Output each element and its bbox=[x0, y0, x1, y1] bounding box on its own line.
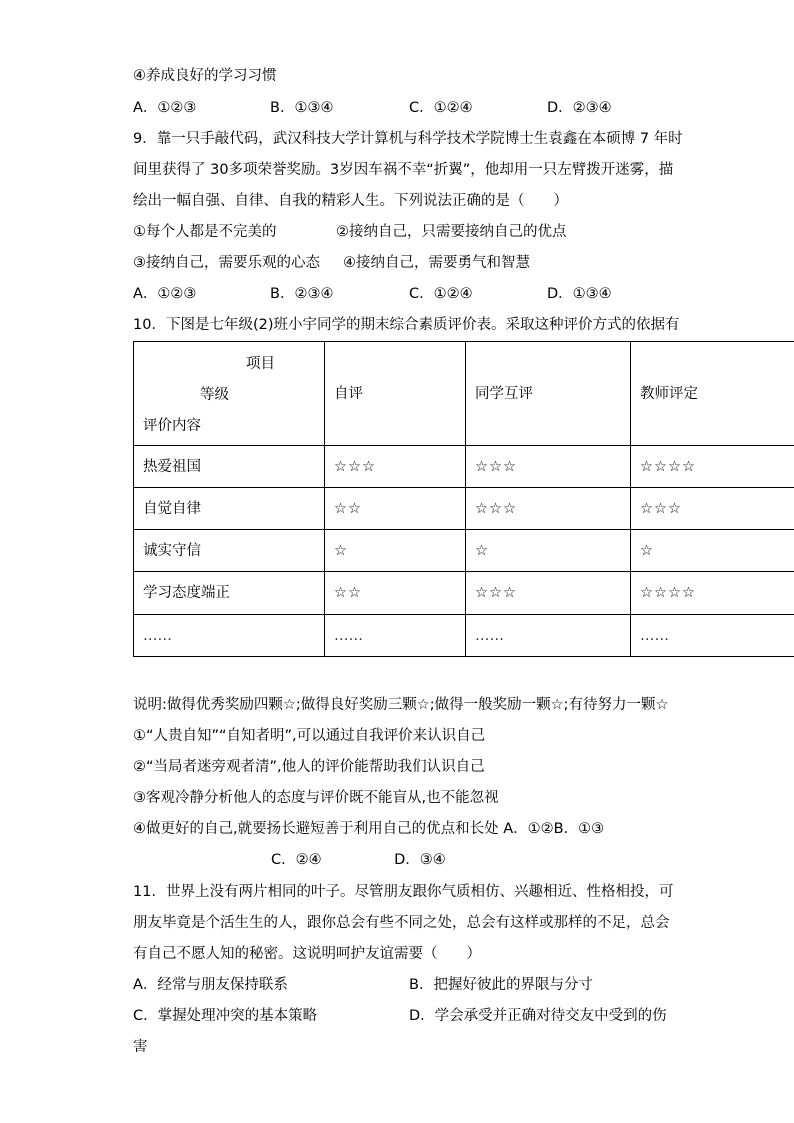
table-row bbox=[134, 572, 794, 615]
q10-stem-line-1: 10．下图是七年级(2)班小宇同学的期末综合素质评价表。采取这种评价方式的依据有 bbox=[133, 317, 680, 333]
row-label: 自觉自律 bbox=[134, 488, 325, 530]
row-teacher-stars: ☆☆☆☆ bbox=[631, 446, 794, 488]
q8-option-d[interactable]: D．②③④ bbox=[547, 100, 612, 116]
q10-note: 说明:做得优秀奖励四颗☆;做得良好奖励三颗☆;做得一般奖励一颗☆;有待努力一颗☆ bbox=[133, 697, 669, 713]
q8-option-b[interactable]: B．①③④ bbox=[270, 100, 334, 116]
header-self-eval: 自评 bbox=[325, 342, 466, 446]
q9-option-d[interactable]: D．①③④ bbox=[547, 286, 612, 302]
q10-statement-4-options-ab[interactable]: ④做更好的自己,就要扬长避短善于利用自己的优点和长处 A．①②B．①③ bbox=[133, 821, 605, 837]
q11-option-c[interactable]: C．掌握处理冲突的基本策略 bbox=[133, 1008, 318, 1024]
q9-stem-line-1: 9．靠一只手敲代码，武汉科技大学计算机与科学技术学院博士生袁鑫在本硕博 7 年时 bbox=[133, 131, 683, 147]
q9-statement-4: ④接纳自己，需要勇气和智慧 bbox=[343, 255, 530, 271]
q11-option-b[interactable]: B．把握好彼此的界限与分寸 bbox=[409, 977, 593, 993]
q10-options-cd[interactable]: C．②④ D．③④ bbox=[271, 852, 446, 868]
q11-stem-line-2: 朋友毕竟是个活生生的人，跟你总会有些不同之处，总会有这样或那样的不足，总会 bbox=[133, 915, 670, 931]
row-self-stars: ☆ bbox=[325, 530, 466, 572]
q9-option-b[interactable]: B．②③④ bbox=[270, 286, 334, 302]
row-teacher-stars: ☆ bbox=[631, 530, 794, 572]
row-self-stars: ☆☆ bbox=[325, 488, 466, 530]
row-peer-stars: ☆☆☆ bbox=[466, 446, 631, 488]
header-teacher-eval: 教师评定 bbox=[631, 342, 794, 446]
row-label: 诚实守信 bbox=[134, 530, 325, 572]
q9-statement-3: ③接纳自己，需要乐观的心态 bbox=[133, 255, 320, 271]
row-peer-stars: ☆☆☆ bbox=[466, 572, 631, 615]
table-row bbox=[134, 530, 794, 572]
row-teacher-stars: ☆☆☆☆ bbox=[631, 572, 794, 615]
q9-option-c[interactable]: C．①②④ bbox=[409, 286, 473, 302]
row-self-stars: …… bbox=[325, 615, 466, 657]
q11-stem-line-3: 有自己不愿人知的秘密。这说明呵护友谊需要（ ） bbox=[133, 946, 481, 962]
row-teacher-stars: ☆☆☆ bbox=[631, 488, 794, 530]
q8-option-c[interactable]: C．①②④ bbox=[409, 100, 473, 116]
table-row bbox=[134, 446, 794, 488]
row-teacher-stars: …… bbox=[631, 615, 794, 657]
table-header-row bbox=[134, 342, 794, 446]
table-row bbox=[134, 615, 794, 657]
table-diagonal-header bbox=[134, 342, 325, 446]
row-self-stars: ☆☆☆ bbox=[325, 446, 466, 488]
q11-stem-line-1: 11．世界上没有两片相同的叶子。尽管朋友跟你气质相仿、兴趣相近、性格相投，可 bbox=[133, 884, 674, 900]
header-content-label: 评价内容 bbox=[143, 418, 201, 434]
q9-statement-1: ①每个人都是不完美的 bbox=[133, 224, 277, 240]
q10-statement-2: ②“当局者迷旁观者清”,他人的评价能帮助我们认识自己 bbox=[133, 759, 485, 775]
row-label: …… bbox=[134, 615, 325, 657]
q10-statement-1: ①“人贵自知”“自知者明”,可以通过自我评价来认识自己 bbox=[133, 728, 486, 744]
q8-option-a[interactable]: A．①②③ bbox=[133, 100, 197, 116]
header-grade-label: 等级 bbox=[200, 387, 229, 403]
q8-statement-4: ④养成良好的学习习惯 bbox=[133, 68, 277, 84]
row-peer-stars: ☆☆☆ bbox=[466, 488, 631, 530]
table-row bbox=[134, 488, 794, 530]
row-self-stars: ☆☆ bbox=[325, 572, 466, 615]
q9-option-a[interactable]: A．①②③ bbox=[133, 286, 197, 302]
row-label: 热爱祖国 bbox=[134, 446, 325, 488]
evaluation-table bbox=[133, 341, 794, 657]
header-item-label: 项目 bbox=[246, 356, 275, 372]
q9-stem-line-2: 间里获得了 30多项荣誉奖励。3岁因车祸不幸“折翼”，他却用一只左臂拨开迷雾，描 bbox=[133, 162, 674, 178]
q9-statement-2: ②接纳自己，只需要接纳自己的优点 bbox=[336, 224, 567, 240]
q11-option-d[interactable]: D．学会承受并正确对待交友中受到的伤 bbox=[409, 1008, 667, 1024]
q11-option-a[interactable]: A．经常与朋友保持联系 bbox=[133, 977, 288, 993]
row-peer-stars: ☆ bbox=[466, 530, 631, 572]
q11-option-d-continued: 害 bbox=[133, 1039, 148, 1055]
row-peer-stars: …… bbox=[466, 615, 631, 657]
q10-statement-3: ③客观冷静分析他人的态度与评价既不能盲从,也不能忽视 bbox=[133, 790, 499, 806]
row-label: 学习态度端正 bbox=[134, 572, 325, 615]
q9-stem-line-3: 绘出一幅自强、自律、自我的精彩人生。下列说法正确的是（ ） bbox=[133, 193, 568, 209]
header-peer-eval: 同学互评 bbox=[466, 342, 631, 446]
